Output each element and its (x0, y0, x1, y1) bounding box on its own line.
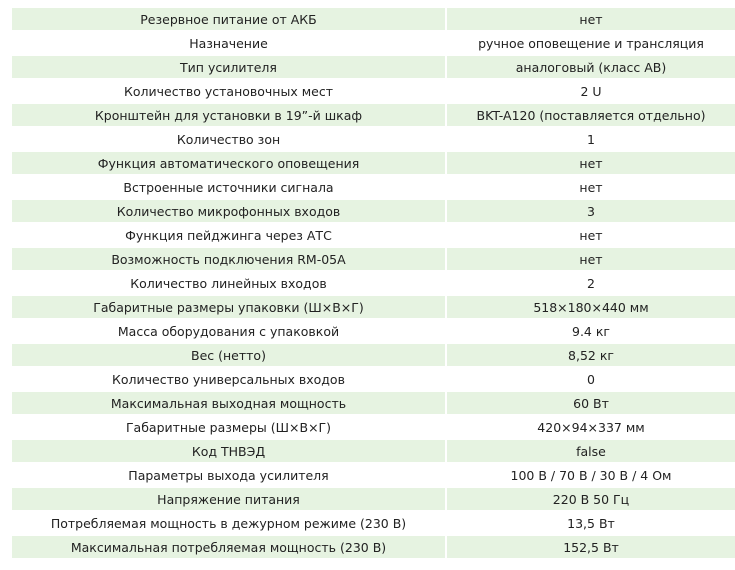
table-row (12, 296, 735, 318)
table-row (12, 536, 735, 558)
spec-name: Вес (нетто) (12, 344, 445, 366)
spec-value: false (447, 440, 735, 462)
table-row (12, 80, 735, 102)
spec-value: 2 (447, 272, 735, 294)
table-row (12, 56, 735, 78)
spec-name: Назначение (12, 32, 445, 54)
spec-value: 152,5 Вт (447, 536, 735, 558)
spec-value: 0 (447, 368, 735, 390)
spec-value: 518×180×440 мм (447, 296, 735, 318)
spec-name: Резервное питание от АКБ (12, 8, 445, 30)
table-row (12, 224, 735, 246)
spec-name: Возможность подключения RM-05A (12, 248, 445, 270)
table-row (12, 272, 735, 294)
table-row (12, 200, 735, 222)
spec-name: Количество линейных входов (12, 272, 445, 294)
spec-value: нет (447, 8, 735, 30)
spec-name: Код ТНВЭД (12, 440, 445, 462)
spec-name: Максимальная потребляемая мощность (230 В) (12, 536, 445, 558)
table-row (12, 392, 735, 414)
spec-value: 220 В 50 Гц (447, 488, 735, 510)
spec-value: 9.4 кг (447, 320, 735, 342)
spec-name: Габаритные размеры (Ш×В×Г) (12, 416, 445, 438)
spec-value: 8,52 кг (447, 344, 735, 366)
spec-value: 13,5 Вт (447, 512, 735, 534)
spec-value: ручное оповещение и трансляция (447, 32, 735, 54)
spec-value: нет (447, 152, 735, 174)
spec-name: Количество установочных мест (12, 80, 445, 102)
spec-value: BKT-A120 (поставляется отдельно) (447, 104, 735, 126)
spec-value: 60 Вт (447, 392, 735, 414)
table-row (12, 8, 735, 30)
spec-name: Функция пейджинга через АТС (12, 224, 445, 246)
spec-name: Габаритные размеры упаковки (Ш×В×Г) (12, 296, 445, 318)
table-row (12, 512, 735, 534)
table-row (12, 440, 735, 462)
spec-name: Максимальная выходная мощность (12, 392, 445, 414)
specifications-body (12, 8, 735, 558)
table-row (12, 488, 735, 510)
spec-value: аналоговый (класс АВ) (447, 56, 735, 78)
table-row (12, 152, 735, 174)
table-row (12, 128, 735, 150)
specifications-table (10, 6, 735, 560)
spec-name: Потребляемая мощность в дежурном режиме (230 В) (12, 512, 445, 534)
spec-name: Функция автоматического оповещения (12, 152, 445, 174)
table-row (12, 104, 735, 126)
spec-name: Тип усилителя (12, 56, 445, 78)
table-row (12, 32, 735, 54)
spec-value: нет (447, 224, 735, 246)
spec-name: Количество зон (12, 128, 445, 150)
spec-value: 420×94×337 мм (447, 416, 735, 438)
spec-name: Количество микрофонных входов (12, 200, 445, 222)
spec-name: Кронштейн для установки в 19”-й шкаф (12, 104, 445, 126)
spec-value: 1 (447, 128, 735, 150)
spec-name: Масса оборудования с упаковкой (12, 320, 445, 342)
spec-value: нет (447, 176, 735, 198)
table-row (12, 416, 735, 438)
spec-value: 3 (447, 200, 735, 222)
table-row (12, 320, 735, 342)
table-row (12, 344, 735, 366)
spec-name: Встроенные источники сигнала (12, 176, 445, 198)
table-row (12, 248, 735, 270)
table-row (12, 464, 735, 486)
spec-name: Напряжение питания (12, 488, 445, 510)
table-row (12, 368, 735, 390)
spec-value: 100 В / 70 В / 30 В / 4 Ом (447, 464, 735, 486)
table-row (12, 176, 735, 198)
spec-name: Параметры выхода усилителя (12, 464, 445, 486)
spec-value: нет (447, 248, 735, 270)
spec-name: Количество универсальных входов (12, 368, 445, 390)
spec-value: 2 U (447, 80, 735, 102)
